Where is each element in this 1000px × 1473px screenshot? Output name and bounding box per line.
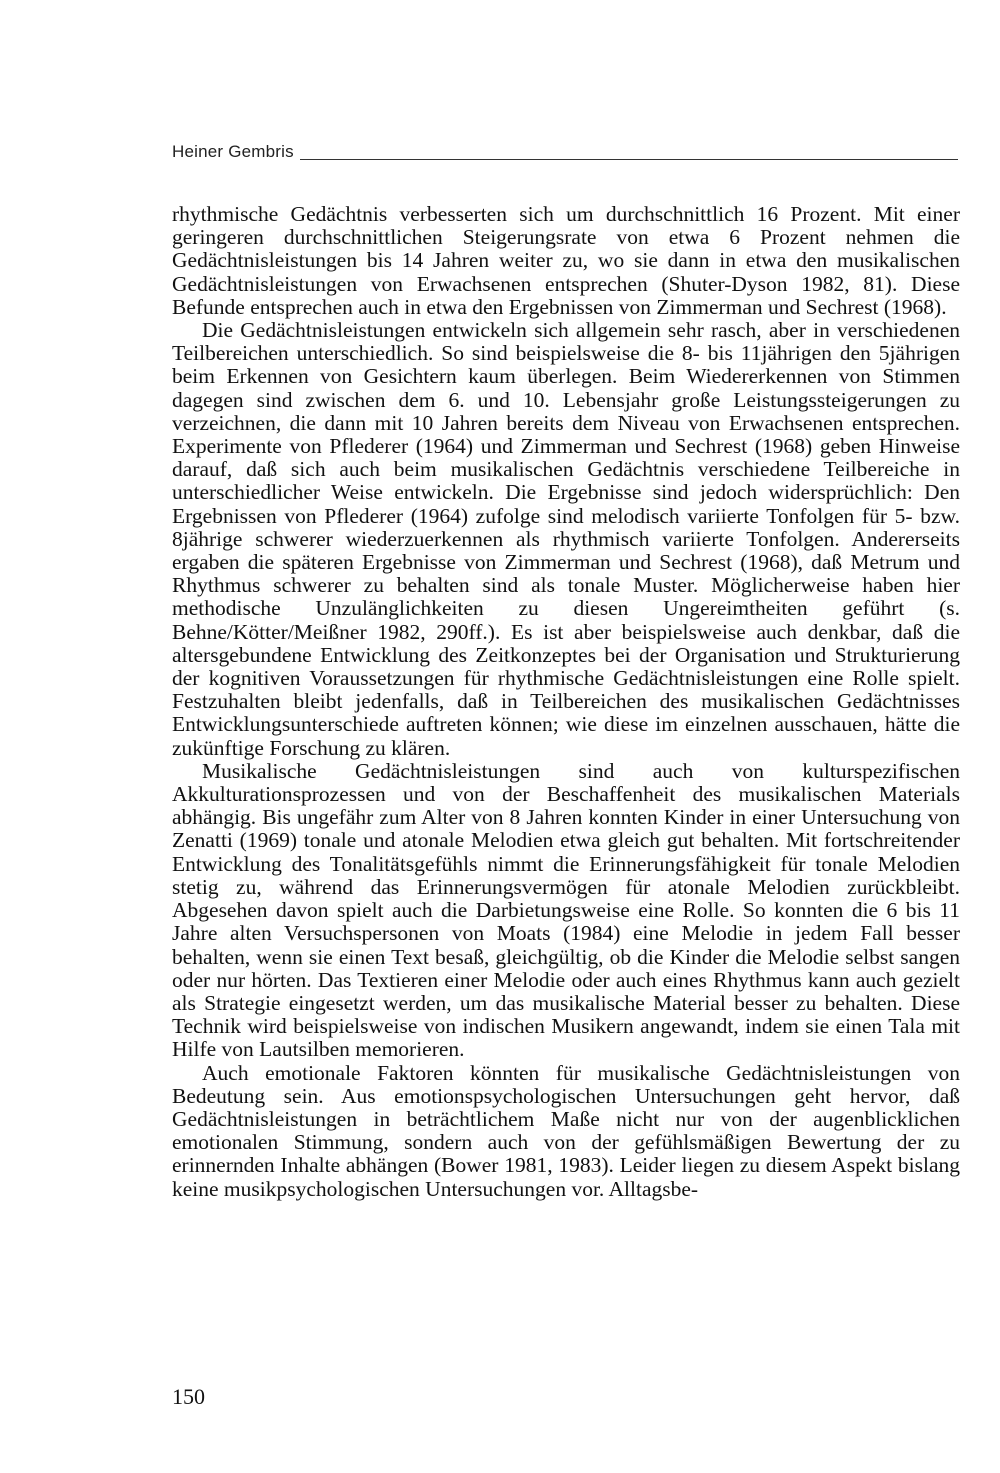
paragraph-3: Musikalische Gedächtnisleistungen sind auch von kulturspezifischen Akkulturationsprozessen und von der Beschaffenheit des musikalischen Materials abhängig. Bis ungefähr zum Alter von 8 Jahren konnten Kinder in einer Untersuchung von Zenatti (1969) tonale und atonale Melodien etwa gleich gut behalten. Mit fortschreitender Entwicklung des Tonalitätsgefühls nimmt die Erinnerungsfähigkeit für tonale Melodien stetig zu, während das Erinnerungsvermögen für atonale Melodien zurückbleibt. Abgesehen davon spielt auch die Darbietungsweise eine Rolle. So konnten die 6 bis 11 Jahre alten Versuchspersonen von Moats (1984) eine Melodie in jedem Fall besser behalten, wenn sie einen Text besaß, gleichgültig, ob die Kinder die Melodie selbst sangen oder nur hörten. Das Textieren einer Melodie oder auch eines Rhythmus kann auch gezielt als Strategie eingesetzt werden, um das musikalische Material besser zu behalten. Diese Technik wird beispielsweise von indischen Musikern angewandt, indem sie einen Tala mit Hilfe von Lautsilben memorieren. — [172, 758, 960, 1062]
header-author: Heiner Gembris — [172, 142, 298, 162]
page-number: 150 — [172, 1384, 205, 1409]
header-rule — [300, 159, 958, 160]
running-header — [172, 142, 958, 166]
body-text — [172, 203, 960, 1201]
paragraph-2: Die Gedächtnisleistungen entwickeln sich allgemein sehr rasch, aber in verschiedenen Teilbereichen unterschiedlich. So sind beispielsweise die 8- bis 11jährigen den 5jährigen beim Erkennen von Gesichtern kaum überlegen. Beim Wiedererkennen von Stimmen dagegen sind zwischen dem 6. und 10. Lebensjahr große Leistungssteigerungen zu verzeichnen, die dann mit 10 Jahren bereits dem Niveau von Erwachsenen entsprechen. Experimente von Pflederer (1964) und Zimmerman und Sechrest (1968) geben Hinweise darauf, daß sich auch beim musikalischen Gedächtnis verschiedene Teilbereiche in unterschiedlicher Weise entwickeln. Die Ergebnisse sind jedoch widersprüchlich: Den Ergebnissen von Pflederer (1964) zufolge sind melodisch variierte Tonfolgen für 5- bzw. 8jährige schwerer wiederzuerkennen als rhythmisch variierte Tonfolgen. Andererseits ergaben die späteren Ergebnisse von Zimmerman und Sechrest (1968), daß Metrum und Rhythmus schwerer zu behalten sind als tonale Muster. Möglicherweise haben hier methodische Unzulänglichkeiten zu diesen Ungereimtheiten geführt (s. Behne/Kötter/Meißner 1982, 290ff.). Es ist aber beispielsweise auch denkbar, daß die altersgebundene Entwicklung des Zeitkonzeptes bei der Organisation und Strukturierung der kognitiven Voraussetzungen für rhythmische Gedächtnisleistungen eine Rolle spielt. Festzuhalten bleibt jedenfalls, daß in Teilbereichen des musikalischen Gedächtnisses Entwicklungsunterschiede auftreten können; wie diese im einzelnen ausschauen, hätte die zukünftige Forschung zu klären. — [172, 318, 960, 760]
paragraph-1: rhythmische Gedächtnis verbesserten sich um durchschnittlich 16 Prozent. Mit einer geringeren durchschnittlichen Steigerungsrate von etwa 6 Prozent nehmen die Gedächtnisleistungen bis 14 Jahren weiter zu, wo sie dann in etwa den musikalischen Gedächtnisleistungen von Erwachsenen entsprechen (Shuter-Dyson 1982, 81). Diese Befunde entsprechen auch in etwa den Ergebnissen von Zimmerman und Sechrest (1968). — [172, 202, 960, 319]
paragraph-4: Auch emotionale Faktoren könnten für musikalische Gedächtnisleistungen von Bedeutung sein. Aus emotionspsychologischen Untersuchungen geht hervor, daß Gedächtnisleistungen in beträchtlichem Maße nicht nur von der augenblicklichen emotionalen Stimmung, sondern auch von der gefühlsmäßigen Bewertung der zu erinnernden Inhalte abhängen (Bower 1981, 1983). Leider liegen zu diesem Aspekt bislang keine musikpsychologischen Untersuchungen vor. Alltagsbe- — [172, 1060, 960, 1201]
